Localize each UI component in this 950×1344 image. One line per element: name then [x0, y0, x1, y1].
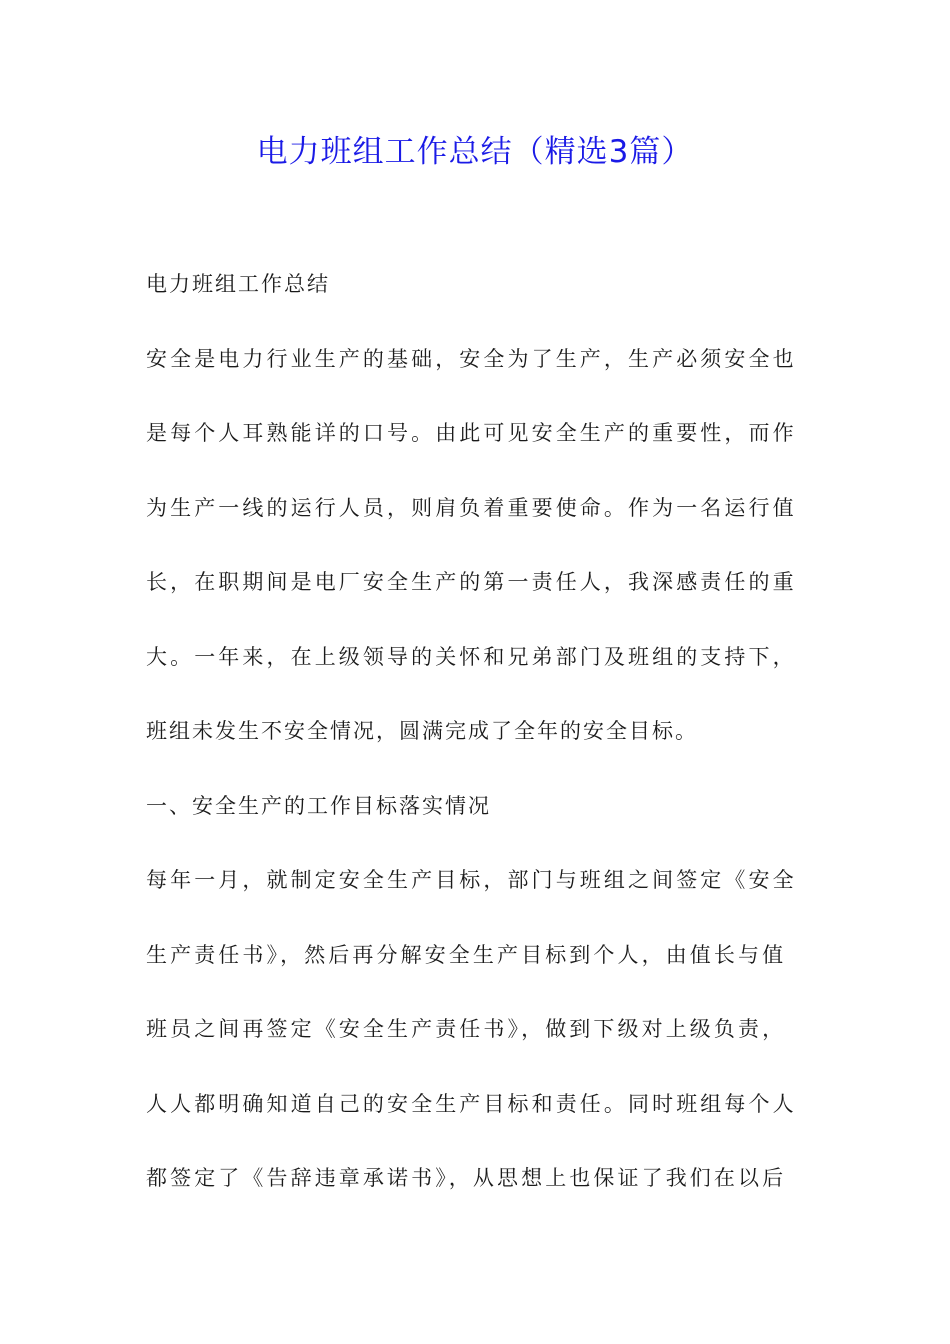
paragraph-line: 都签定了《告辞违章承诺书》，从思想上也保证了我们在以后: [146, 1166, 787, 1190]
paragraph-line: 每年一月，就制定安全生产目标，部门与班组之间签定《安全: [146, 868, 797, 892]
paragraph-line: 班员之间再签定《安全生产责任书》，做到下级对上级负责，: [146, 1017, 787, 1041]
section-heading: 电力班组工作总结: [146, 272, 330, 296]
paragraph-line: 安全是电力行业生产的基础，安全为了生产，生产必须安全也: [146, 346, 797, 371]
paragraph-line: 长，在职期间是电厂安全生产的第一责任人，我深感责任的重: [146, 570, 797, 594]
subsection-heading: 一、安全生产的工作目标落实情况: [146, 793, 491, 818]
paragraph-line: 人人都明确知道自己的安全生产目标和责任。同时班组每个人: [146, 1091, 797, 1116]
paragraph-line: 班组未发生不安全情况，圆满完成了全年的安全目标。: [146, 719, 698, 743]
paragraph-line: 为生产一线的运行人员，则肩负着重要使命。作为一名运行值: [146, 495, 797, 520]
paragraph-line: 大。一年来，在上级领导的关怀和兄弟部门及班组的支持下，: [146, 644, 797, 669]
document-body: [146, 259, 808, 1228]
paragraph-line: 是每个人耳熟能详的口号。由此可见安全生产的重要性，而作: [146, 421, 797, 445]
document-title: 电力班组工作总结（精选3篇）: [256, 134, 694, 170]
paragraph-line: 生产责任书》，然后再分解安全生产目标到个人，由值长与值: [146, 942, 787, 967]
